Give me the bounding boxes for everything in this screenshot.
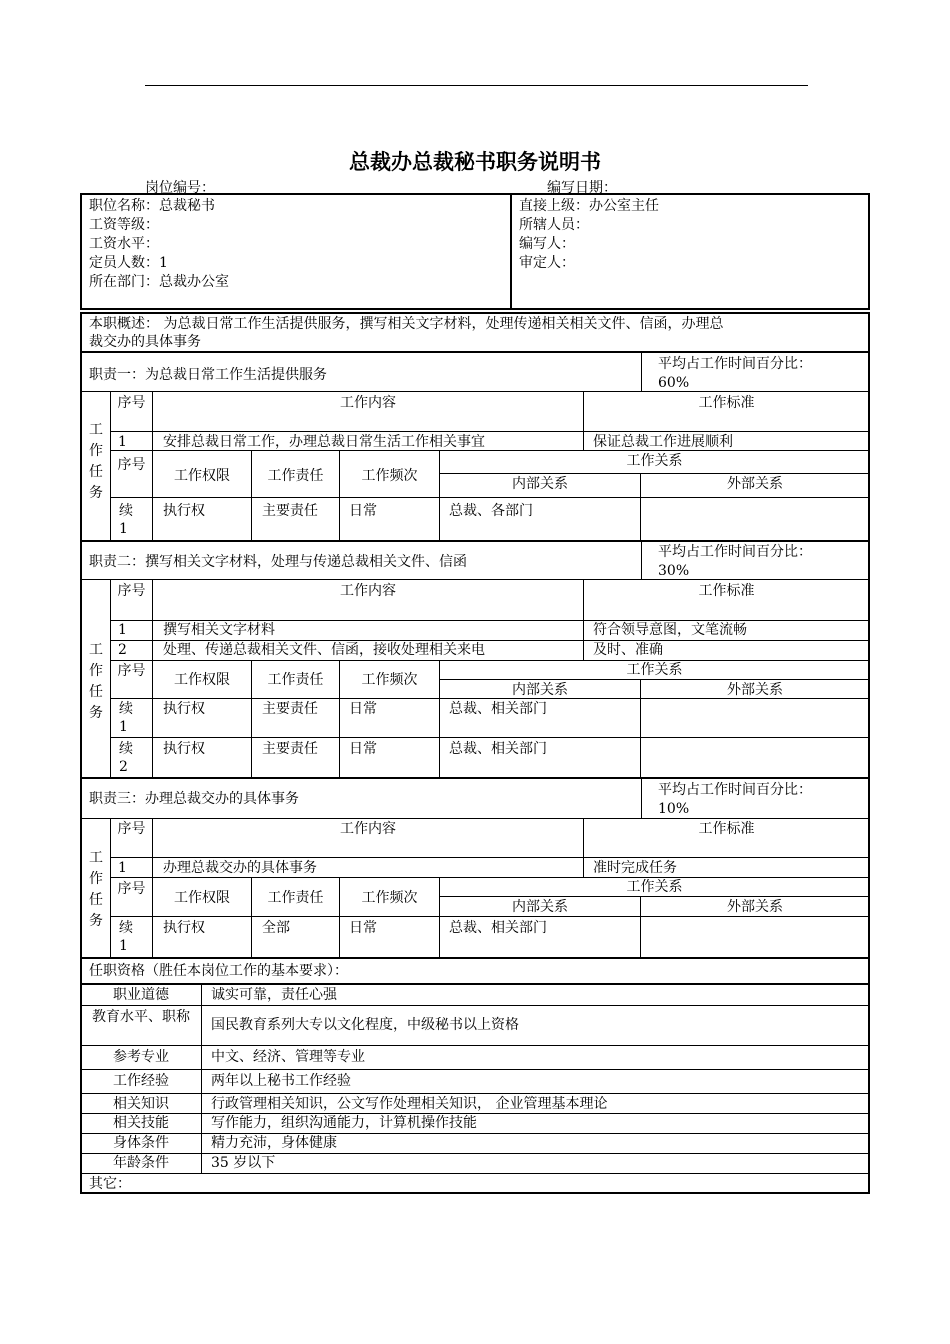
duty3-relations-header: 工作关系 — [626, 879, 683, 895]
duty3-responsibility-header: 工作责任 — [267, 890, 324, 906]
duty2-row2-internal: 总裁、相关部门 — [449, 741, 547, 757]
duty2-content-header: 工作内容 — [340, 583, 396, 599]
duty1-task-label: 工作任务 — [89, 422, 103, 501]
duty1-row1-auth: 执行权 — [163, 503, 205, 519]
duty3-authority-header: 工作权限 — [174, 890, 230, 906]
duty3-standard-header: 工作标准 — [698, 821, 755, 837]
qual-other: 其它： — [89, 1176, 131, 1192]
page-title: 总裁办总裁秘书职务说明书 — [349, 150, 601, 174]
duty2-standard-header: 工作标准 — [698, 583, 755, 599]
qual-label-education: 教育水平、职称 — [92, 1009, 190, 1025]
duty1-row1-freq: 日常 — [349, 503, 377, 519]
duty3-task1-content: 办理总裁交办的具体事务 — [163, 860, 317, 876]
position-name: 职位名称：总裁秘书 — [89, 198, 215, 214]
duty3-row1-internal: 总裁、相关部门 — [449, 920, 547, 936]
duty2-row2-auth: 执行权 — [163, 741, 205, 757]
duty3-row1-resp: 全部 — [262, 920, 290, 936]
duty1-task1-no: 1 — [118, 434, 127, 450]
duty2-task1-content: 撰写相关文字材料 — [163, 622, 275, 638]
duty2-task1-standard: 符合领导意图，文笔流畅 — [593, 622, 747, 638]
qual-label-skills: 相关技能 — [113, 1115, 169, 1131]
qual-label-major: 参考专业 — [113, 1049, 169, 1065]
department: 所在部门：总裁办公室 — [89, 274, 229, 290]
duty1-standard-header: 工作标准 — [698, 395, 755, 411]
duty3-row1-freq: 日常 — [349, 920, 377, 936]
duty3-task1-no: 1 — [118, 860, 127, 876]
qual-label-physical: 身体条件 — [113, 1135, 169, 1151]
duty2-external-header: 外部关系 — [727, 682, 783, 698]
post-number-label: 岗位编号： — [145, 180, 215, 196]
duty2-seq-header: 序号 — [117, 583, 146, 599]
duty3-frequency-header: 工作频次 — [361, 890, 418, 906]
duty3-row1-auth: 执行权 — [163, 920, 205, 936]
duty3-task1-standard: 准时完成任务 — [593, 860, 677, 876]
qual-value-major: 中文、经济、管理等专业 — [211, 1049, 365, 1065]
duty3-pct: 10% — [658, 801, 690, 817]
qual-label-ethics: 职业道德 — [113, 987, 169, 1003]
duty2-pct: 30% — [658, 563, 690, 579]
headcount: 定员人数：1 — [89, 255, 168, 271]
info-divider — [510, 194, 512, 309]
duty2-task-label: 工作任务 — [89, 642, 103, 721]
duty3-row1-no: 续1 — [119, 920, 133, 954]
salary-grade: 工资等级： — [89, 217, 159, 233]
duty2-title: 职责二：撰写相关文字材料，处理与传递总裁相关文件、信函 — [89, 554, 467, 570]
duty2-row1-no: 续1 — [119, 701, 133, 735]
duty3-content-header: 工作内容 — [340, 821, 396, 837]
duty1-frequency-header: 工作频次 — [361, 468, 418, 484]
duty3-seq-header: 序号 — [117, 821, 146, 837]
duty2-internal-header: 内部关系 — [512, 682, 568, 698]
qual-value-age: 35 岁以下 — [211, 1155, 276, 1171]
duty2-pct-label: 平均占工作时间百分比： — [658, 544, 812, 560]
duty1-row1-no: 续1 — [119, 503, 133, 537]
duty1-authority-header: 工作权限 — [174, 468, 230, 484]
duty1-task1-standard: 保证总裁工作进展顺利 — [593, 434, 733, 450]
direct-superior: 直接上级：办公室主任 — [519, 198, 659, 214]
qual-value-experience: 两年以上秘书工作经验 — [211, 1073, 351, 1089]
duty1-internal-header: 内部关系 — [512, 476, 568, 492]
duty1-external-header: 外部关系 — [727, 476, 783, 492]
duty1-task1-content: 安排总裁日常工作，办理总裁日常生活工作相关事宜 — [163, 434, 485, 450]
top-rule — [145, 85, 808, 86]
summary-line-1: 本职概述： 为总裁日常工作生活提供服务，撰写相关文字材料，处理传递相关相关文件、信函，办理总 — [89, 316, 724, 332]
qual-value-ethics: 诚实可靠，责任心强 — [211, 987, 337, 1003]
qual-value-education: 国民教育系列大专以文化程度，中级秘书以上资格 — [211, 1017, 519, 1033]
duty2-authority-header: 工作权限 — [174, 672, 230, 688]
reviewer: 审定人： — [519, 255, 575, 271]
duty1-row1-resp: 主要责任 — [262, 503, 318, 519]
duty3-external-header: 外部关系 — [727, 899, 783, 915]
summary-line-2: 裁交办的具体事务 — [89, 334, 201, 350]
duty2-relations-header: 工作关系 — [626, 662, 683, 678]
qual-heading: 任职资格（胜任本岗位工作的基本要求）： — [89, 963, 348, 979]
qual-value-knowledge: 行政管理相关知识，公文写作处理相关知识， 企业管理基本理论 — [211, 1096, 608, 1112]
duty2-responsibility-header: 工作责任 — [267, 672, 324, 688]
duty2-frequency-header: 工作频次 — [361, 672, 418, 688]
duty1-title: 职责一：为总裁日常工作生活提供服务 — [89, 367, 327, 383]
duty1-seq-header: 序号 — [117, 395, 146, 411]
duty2-task2-content: 处理、传递总裁相关文件、信函，接收处理相关来电 — [163, 642, 485, 658]
qual-label-experience: 工作经验 — [113, 1073, 169, 1089]
qual-value-skills: 写作能力，组织沟通能力，计算机操作技能 — [211, 1115, 477, 1131]
qual-value-physical: 精力充沛，身体健康 — [211, 1135, 337, 1151]
duty2-row2-no: 续2 — [119, 741, 133, 775]
duty1-pct: 60% — [658, 375, 690, 391]
duty2-task1-no: 1 — [118, 622, 127, 638]
duty1-seq-header-2: 序号 — [117, 457, 146, 473]
duty1-content-header: 工作内容 — [340, 395, 396, 411]
duty1-responsibility-header: 工作责任 — [267, 468, 324, 484]
duty2-task2-standard: 及时、准确 — [593, 642, 663, 658]
duty2-row2-freq: 日常 — [349, 741, 377, 757]
subordinates: 所辖人员： — [519, 217, 589, 233]
duty2-row2-resp: 主要责任 — [262, 741, 318, 757]
duty1-relations-header: 工作关系 — [626, 453, 683, 469]
duty2-row1-internal: 总裁、相关部门 — [449, 701, 547, 717]
date-label: 编写日期： — [547, 180, 617, 196]
duty2-seq-header-2: 序号 — [117, 663, 146, 679]
duty2-row1-auth: 执行权 — [163, 701, 205, 717]
duty3-pct-label: 平均占工作时间百分比： — [658, 782, 812, 798]
qual-label-knowledge: 相关知识 — [113, 1096, 169, 1112]
duty3-task-label: 工作任务 — [89, 850, 103, 929]
duty1-pct-label: 平均占工作时间百分比： — [658, 356, 812, 372]
duty2-row1-freq: 日常 — [349, 701, 377, 717]
author: 编写人： — [519, 236, 575, 252]
qual-label-age: 年龄条件 — [113, 1155, 169, 1171]
duty2-row1-resp: 主要责任 — [262, 701, 318, 717]
duty1-row1-internal: 总裁、各部门 — [449, 503, 533, 519]
duty2-task2-no: 2 — [118, 642, 127, 658]
duty3-title: 职责三：办理总裁交办的具体事务 — [89, 791, 299, 807]
duty3-internal-header: 内部关系 — [512, 899, 568, 915]
duty3-seq-header-2: 序号 — [117, 881, 146, 897]
salary-level: 工资水平： — [89, 236, 159, 252]
